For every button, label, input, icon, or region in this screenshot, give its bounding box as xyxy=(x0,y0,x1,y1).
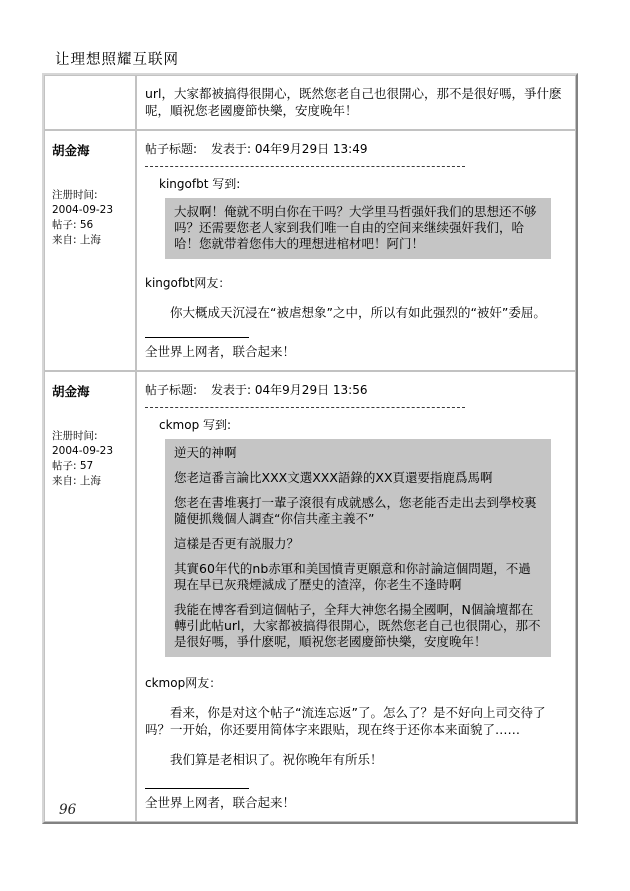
author-location: 来自: 上海 xyxy=(52,475,101,487)
reply-paragraph: 我们算是老相识了。祝你晚年有所乐！ xyxy=(170,752,383,767)
author-location: 来自: 上海 xyxy=(52,234,101,246)
author-reg-label: 注册时间: xyxy=(52,430,98,442)
signature-separator xyxy=(145,337,249,338)
author-info xyxy=(52,188,131,248)
quote-paragraph: 我能在博客看到這個帖子，全拜大神您名揚全國啊，N個論壇都在轉引此帖url，大家都被搞得很開心，既然您老自己也很開心，那不是很好嗎，爭什麽呢，順祝您老國慶節快樂，安度晚年！ xyxy=(174,602,541,649)
quote-box xyxy=(165,198,551,259)
post-date: 发表于: 04年9月29日 13:49 xyxy=(211,142,368,156)
post-continuation-text: url，大家都被搞得很開心，既然您老自己也很開心，那不是很好嗎，爭什麽呢，順祝您老國慶節快樂，安度晚年！ xyxy=(145,86,562,118)
quote-paragraph: 逆天的神啊 xyxy=(174,445,237,460)
post-content-cell xyxy=(136,371,576,822)
author-cell xyxy=(44,371,136,822)
dashed-separator xyxy=(145,166,465,167)
signature-text: 全世界上网者，联合起来！ xyxy=(145,344,296,359)
author-reg-date: 2004-09-23 xyxy=(52,445,114,457)
author-cell-empty xyxy=(44,75,136,130)
quote-paragraph: 這樣是否更有説服力？ xyxy=(174,536,300,551)
post-meta xyxy=(145,140,567,157)
reply-paragraph: 看来，你是对这个帖子“流连忘返”了。怎么了？是不好向上司交待了吗？一开始，你还要用简体字来跟贴，现在终于还你本来面貌了…… xyxy=(145,705,546,737)
signature-text: 全世界上网者，联合起来！ xyxy=(145,795,296,810)
quote-box xyxy=(165,439,551,657)
table-row xyxy=(44,371,576,822)
post-meta xyxy=(145,381,567,398)
forum-posts-table xyxy=(42,73,578,824)
reply-paragraph: 你大概成天沉浸在“被虐想象”之中，所以有如此强烈的“被奸”委屈。 xyxy=(170,305,546,320)
page-header-title: 让理想照耀互联网 xyxy=(55,52,179,68)
author-name: 胡金海 xyxy=(52,384,90,399)
reply-addressee: kingofbt网友： xyxy=(145,276,231,290)
author-name: 胡金海 xyxy=(52,143,90,158)
quote-paragraph: 您老在書堆裏打一輩子滾很有成就感么，您老能否走出去到學校裏隨便抓幾個人調查“你信共產主義不” xyxy=(174,495,537,526)
table-row xyxy=(44,130,576,371)
reply-body xyxy=(145,304,567,321)
quote-paragraph: 您老這番言論比XXX文選XXX語錄的XX頁還要指鹿爲馬啊 xyxy=(174,470,493,485)
quote-author: ckmop 写到: xyxy=(159,418,232,432)
author-reg-date: 2004-09-23 xyxy=(52,204,114,216)
reply-body xyxy=(145,704,567,768)
author-info xyxy=(52,429,131,489)
table-row xyxy=(44,75,576,130)
quote-paragraph: 大叔啊！俺就不明白你在干吗？大学里马哲强奸我们的思想还不够吗？还需要您老人家到我们唯一自由的空间来继续强奸我们，哈哈！您就带着您伟大的理想进棺材吧！阿门！ xyxy=(174,204,537,251)
post-content-cell xyxy=(136,130,576,371)
post-title-label: 帖子标题: xyxy=(145,142,198,156)
quote-paragraph: 其實60年代的nb赤軍和美国憤青更願意和你討論這個問題，不過現在早已灰飛煙滅成了歷史的渣滓，你老生不逢時啊 xyxy=(174,561,531,592)
signature-separator xyxy=(145,788,249,789)
page-number: 96 xyxy=(59,802,77,818)
author-post-count: 帖子: 56 xyxy=(52,219,94,231)
post-title-label: 帖子标题: xyxy=(145,383,198,397)
reply-addressee: ckmop网友： xyxy=(145,676,222,690)
post-content-cell xyxy=(136,75,576,130)
quote-author: kingofbt 写到: xyxy=(159,177,241,191)
author-post-count: 帖子: 57 xyxy=(52,460,94,472)
author-reg-label: 注册时间: xyxy=(52,189,98,201)
dashed-separator xyxy=(145,407,465,408)
post-date: 发表于: 04年9月29日 13:56 xyxy=(211,383,368,397)
author-cell xyxy=(44,130,136,371)
